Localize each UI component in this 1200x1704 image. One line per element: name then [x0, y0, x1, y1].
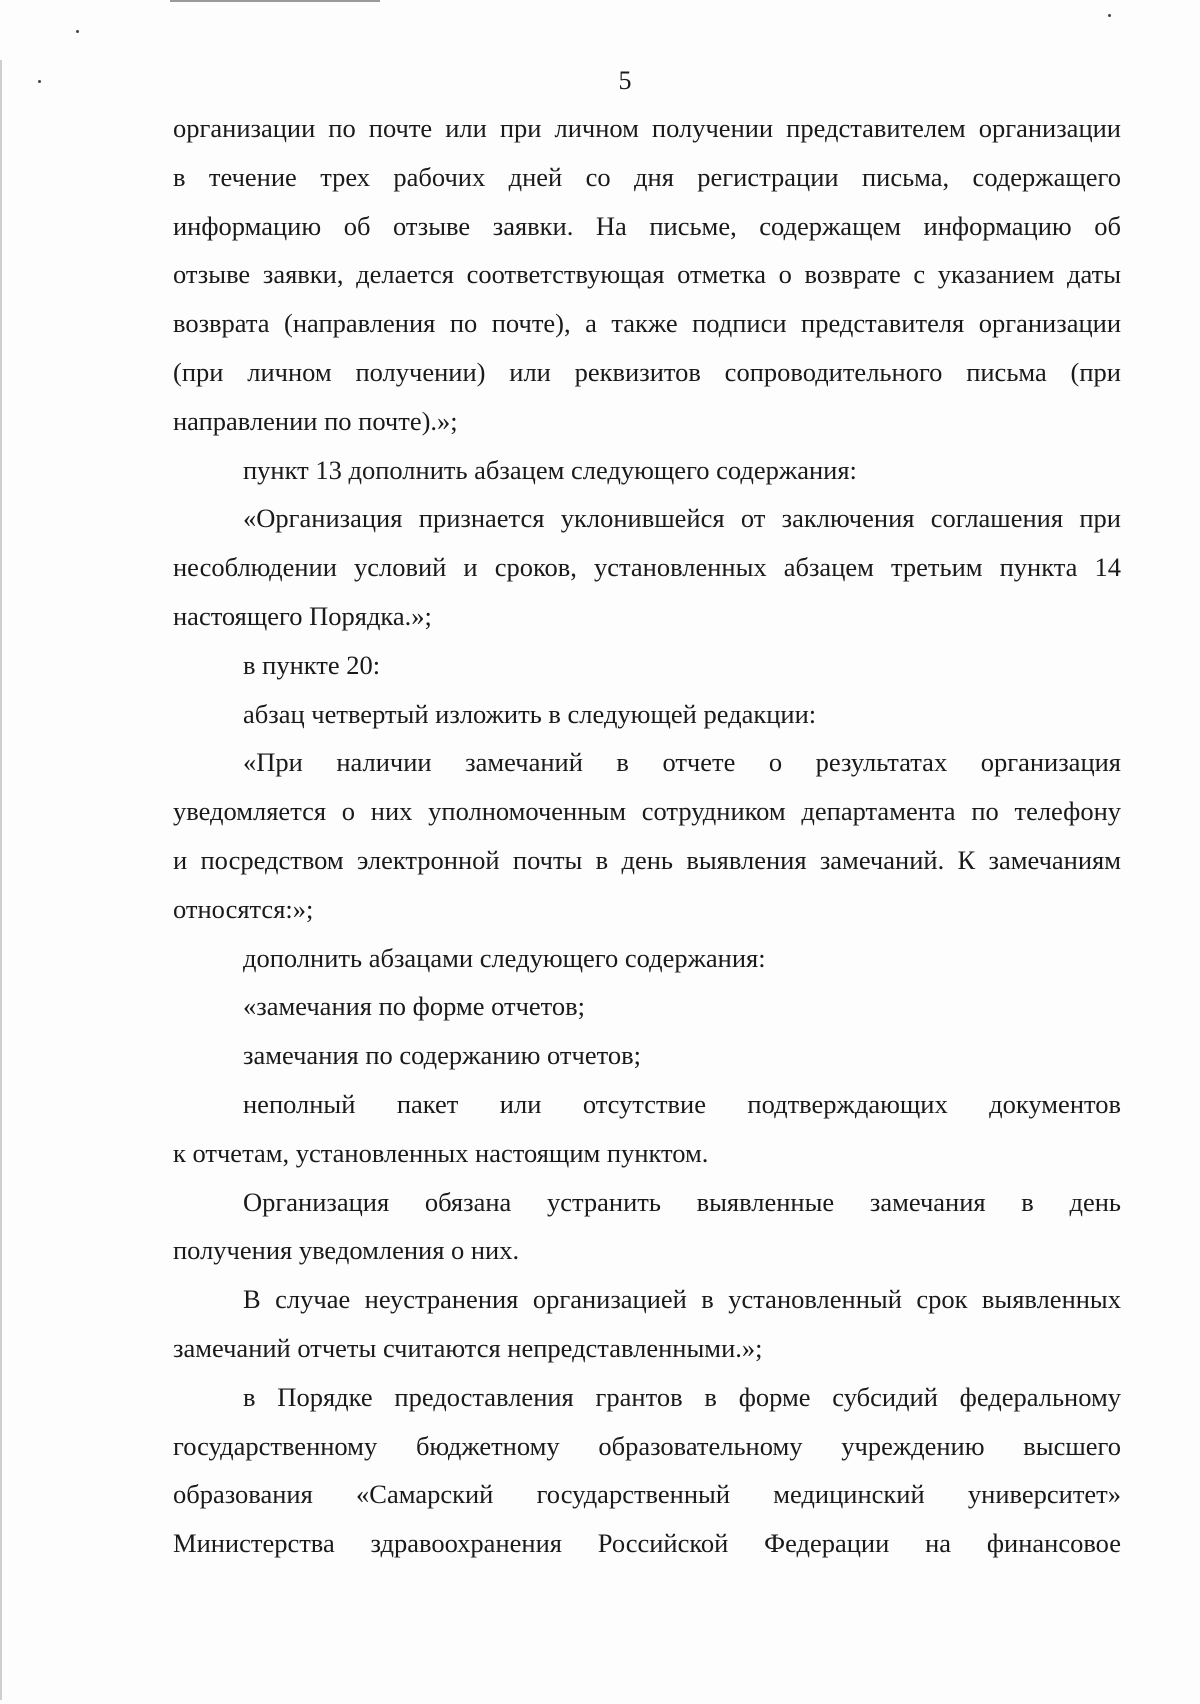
- text-line: в пункте 20:: [243, 649, 381, 680]
- text-line: к отчетам, установленных настоящим пунктом.: [173, 1137, 709, 1168]
- text-line: В случае неустранения организацией в установленный срок выявленных: [243, 1284, 1121, 1315]
- text-line: неполный пакет или отсутствие подтверждающих документов: [243, 1088, 1121, 1119]
- text-line: отзыве заявки, делается соответствующая отметка о возврате с указанием даты: [173, 259, 1121, 290]
- text-line: «Организация признается уклонившейся от заключения соглашения при: [243, 503, 1121, 534]
- text-line: в течение трех рабочих дней со дня регистрации письма, содержащего: [173, 161, 1121, 192]
- text-line: Министерства здравоохранения Российской Федерации на финансовое: [173, 1528, 1121, 1559]
- text-line: уведомляется о них уполномоченным сотрудником департамента по телефону: [173, 796, 1121, 827]
- text-line: настоящего Порядка.»;: [173, 600, 432, 631]
- text-line: «замечания по форме отчетов;: [243, 991, 586, 1022]
- text-line: пункт 13 дополнить абзацем следующего содержания:: [243, 454, 857, 485]
- page-number: 5: [618, 66, 632, 95]
- text-line: государственному бюджетному образовательному учреждению высшего: [173, 1430, 1121, 1461]
- scan-edge-left: [0, 60, 2, 1700]
- text-line: информацию об отзыве заявки. На письме, содержащем информацию об: [173, 210, 1121, 241]
- text-line: относятся:»;: [173, 893, 314, 924]
- text-line: «При наличии замечаний в отчете о результатах организация: [243, 747, 1121, 778]
- scan-speck: [1108, 14, 1111, 17]
- text-line: абзац четвертый изложить в следующей редакции:: [243, 698, 817, 729]
- text-line: получения уведомления о них.: [173, 1235, 520, 1266]
- text-line: и посредством электронной почты в день выявления замечаний. К замечаниям: [173, 844, 1121, 875]
- text-line: в Порядке предоставления грантов в форме субсидий федеральному: [243, 1381, 1121, 1412]
- text-line: дополнить абзацами следующего содержания:: [243, 942, 766, 973]
- text-line: образования «Самарский государственный медицинский университет»: [173, 1479, 1121, 1510]
- text-line: Организация обязана устранить выявленные замечания в день: [243, 1186, 1121, 1217]
- scan-edge-top: [170, 0, 380, 2]
- text-line: направлении по почте).»;: [173, 405, 458, 436]
- text-line: (при личном получении) или реквизитов сопроводительного письма (при: [173, 356, 1121, 387]
- text-line: замечаний отчеты считаются непредставленными.»;: [173, 1332, 763, 1363]
- text-line: организации по почте или при личном получении представителем организации: [173, 113, 1121, 143]
- text-line: замечания по содержанию отчетов;: [243, 1040, 641, 1071]
- text-line: возврата (направления по почте), а также подписи представителя организации: [173, 308, 1121, 339]
- scan-speck: [76, 30, 79, 33]
- document-body: [173, 104, 1121, 1568]
- text-line: несоблюдении условий и сроков, установленных абзацем третьим пункта 14: [173, 552, 1121, 583]
